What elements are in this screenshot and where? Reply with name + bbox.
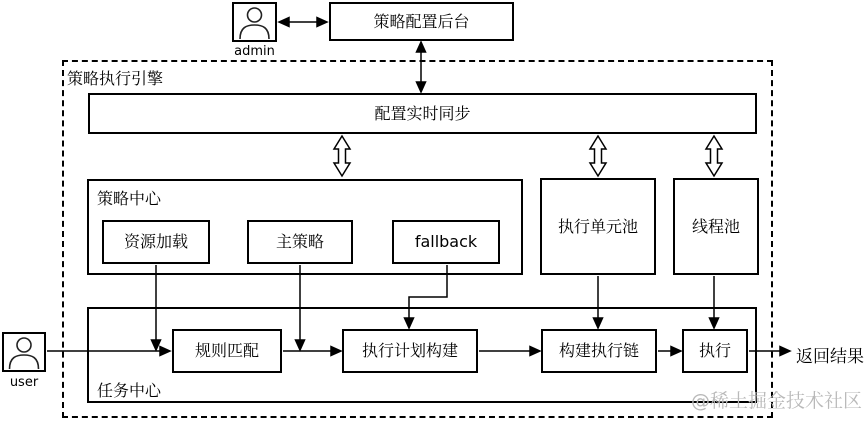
arrow-admin-backend xyxy=(279,18,327,27)
rule-match-label: 规则匹配 xyxy=(194,341,259,360)
rule-match-box xyxy=(172,329,282,373)
user-person-icon xyxy=(4,334,44,370)
fallback-label: fallback xyxy=(414,232,478,251)
admin-actor-box xyxy=(232,2,277,42)
execute-label: 执行 xyxy=(698,341,731,360)
resource-load-label: 资源加载 xyxy=(123,232,188,251)
return-result-label: 返回结果 xyxy=(796,347,864,367)
user-actor-label: user xyxy=(9,375,39,390)
resource-load-box xyxy=(102,220,210,264)
user-actor-box xyxy=(2,332,46,372)
config-backend-label: 策略配置后台 xyxy=(373,11,470,31)
config-backend-box xyxy=(329,2,514,41)
exec-unit-pool-box xyxy=(540,178,656,275)
main-strategy-box xyxy=(247,220,353,264)
thread-pool-box xyxy=(673,178,759,275)
engine-title: 策略执行引擎 xyxy=(67,69,164,88)
thread-pool-label: 线程池 xyxy=(691,216,740,236)
exec-plan-build-box xyxy=(342,329,478,373)
build-exec-chain-box xyxy=(541,329,657,373)
admin-actor-label: admin xyxy=(234,44,275,59)
main-strategy-label: 主策略 xyxy=(275,232,324,251)
config-sync-label: 配置实时同步 xyxy=(374,103,471,123)
config-sync-box xyxy=(88,93,757,134)
watermark: @稀土掘金技术社区 xyxy=(691,390,863,412)
exec-plan-build-label: 执行计划构建 xyxy=(361,341,458,360)
admin-person-icon xyxy=(234,4,275,40)
strategy-center-title: 策略中心 xyxy=(97,189,162,208)
execute-box xyxy=(682,329,748,373)
task-center-title: 任务中心 xyxy=(97,381,162,400)
build-exec-chain-label: 构建执行链 xyxy=(558,341,639,360)
fallback-box xyxy=(392,220,500,264)
exec-unit-pool-label: 执行单元池 xyxy=(557,216,638,236)
